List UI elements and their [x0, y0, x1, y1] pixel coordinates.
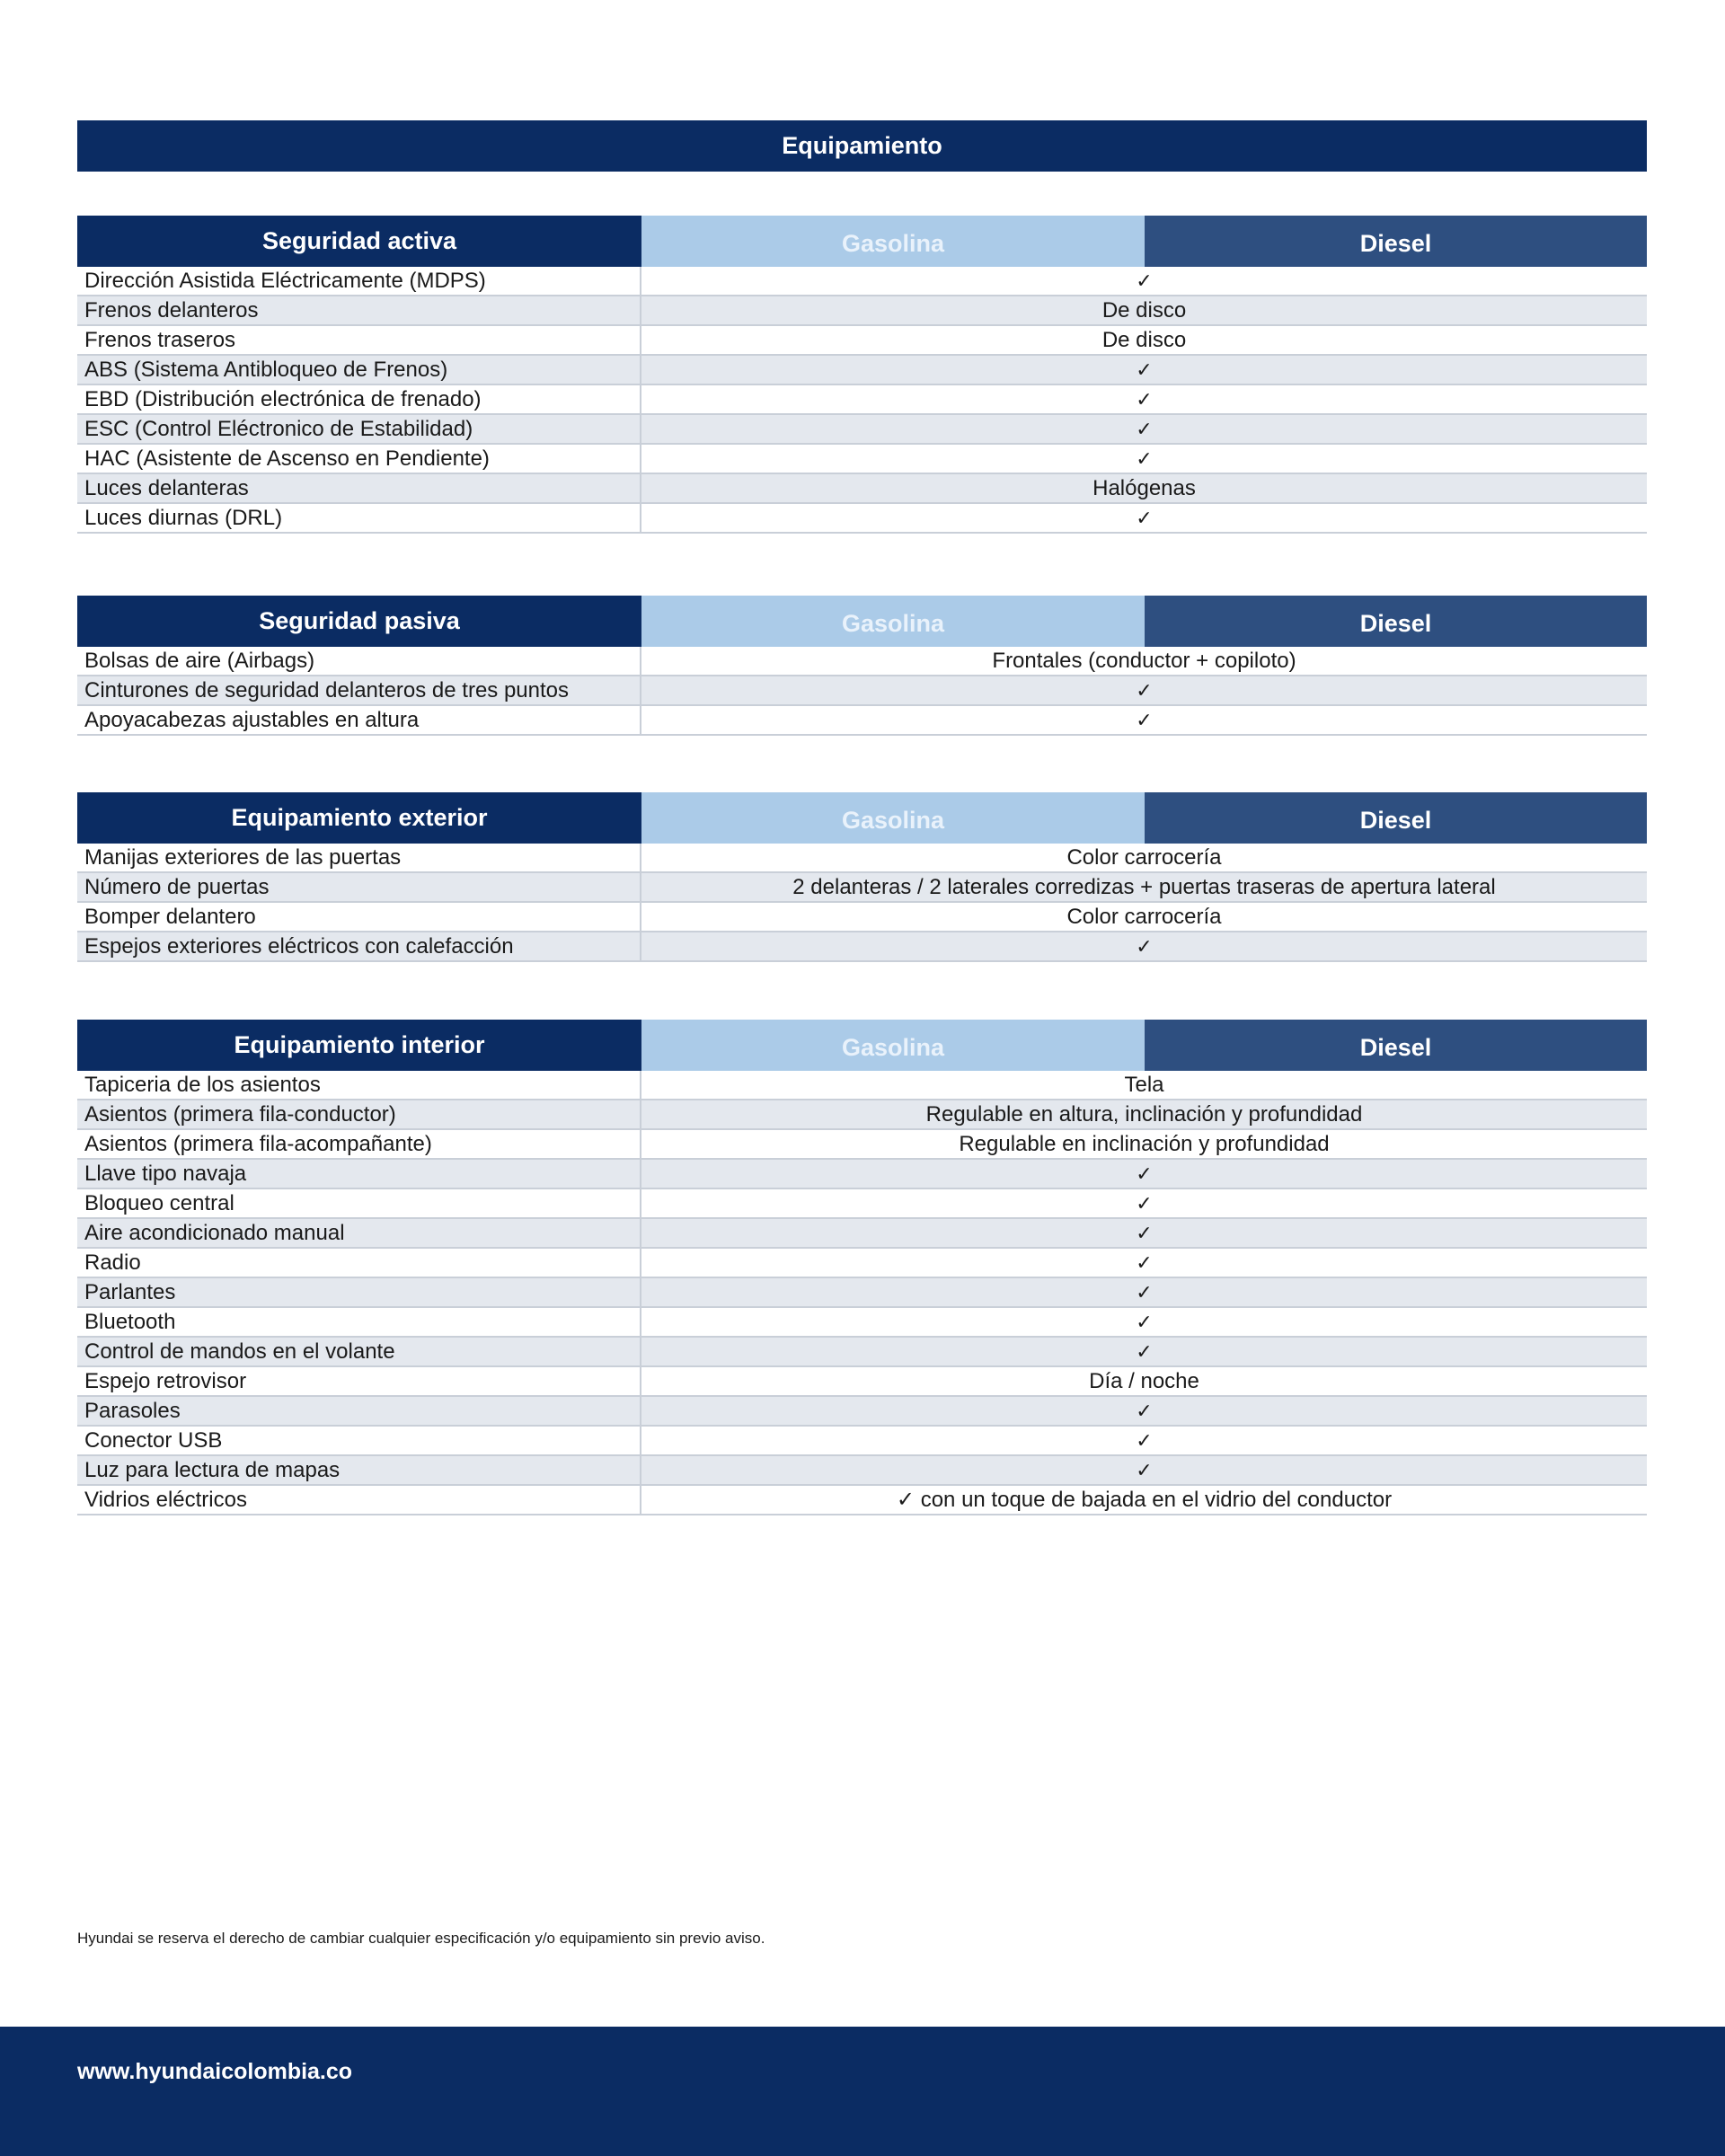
- row-label: Parlantes: [77, 1278, 641, 1306]
- row-label: Bomper delantero: [77, 903, 641, 931]
- row-label: EBD (Distribución electrónica de frenado): [77, 385, 641, 413]
- row-value: Regulable en altura, inclinación y profundidad: [925, 1101, 1363, 1127]
- check-icon: ✓: [1136, 1339, 1153, 1363]
- table-row: [77, 932, 1647, 962]
- table-row: [77, 1427, 1647, 1456]
- section-equipamiento-exterior: [77, 792, 1647, 962]
- column-header-diesel: Diesel: [1145, 596, 1647, 647]
- section-header: [77, 792, 1647, 844]
- row-label: Llave tipo navaja: [77, 1160, 641, 1188]
- check-icon: ✓: [1136, 1162, 1153, 1185]
- row-label: Luces diurnas (DRL): [77, 504, 641, 532]
- column-header-gasolina: Gasolina: [641, 596, 1145, 647]
- row-label: Luz para lectura de mapas: [77, 1456, 641, 1484]
- footer-bar: [0, 2027, 1725, 2156]
- row-label: Apoyacabezas ajustables en altura: [77, 706, 641, 734]
- check-icon: ✓: [1136, 1310, 1153, 1333]
- check-icon: ✓: [1136, 269, 1153, 292]
- table-row: [77, 706, 1647, 736]
- row-value: De disco: [1101, 327, 1187, 352]
- section-header: [77, 1020, 1647, 1071]
- check-icon: ✓: [1136, 1221, 1153, 1244]
- row-value: Color carrocería: [1066, 844, 1222, 870]
- table-row: [77, 647, 1647, 676]
- section-title: Seguridad activa: [77, 216, 641, 267]
- table-row: [77, 1278, 1647, 1308]
- row-label: Número de puertas: [77, 873, 641, 901]
- section-rows: [77, 267, 1647, 534]
- section-rows: [77, 1071, 1647, 1515]
- row-label: Espejo retrovisor: [77, 1367, 641, 1395]
- section-seguridad-pasiva: [77, 596, 1647, 736]
- column-header-diesel: Diesel: [1145, 1020, 1647, 1071]
- check-icon: ✓: [1136, 506, 1153, 529]
- table-row: [77, 1308, 1647, 1338]
- table-row: [77, 504, 1647, 534]
- table-row: [77, 474, 1647, 504]
- row-label: HAC (Asistente de Ascenso en Pendiente): [77, 445, 641, 473]
- section-header: [77, 216, 1647, 267]
- table-row: [77, 1367, 1647, 1397]
- row-label: Control de mandos en el volante: [77, 1338, 641, 1365]
- column-header-gasolina: Gasolina: [641, 1020, 1145, 1071]
- row-label: Tapiceria de los asientos: [77, 1071, 641, 1099]
- row-label: Dirección Asistida Eléctricamente (MDPS): [77, 267, 641, 295]
- table-row: [77, 1249, 1647, 1278]
- row-value: Día / noche: [1089, 1368, 1199, 1393]
- section-rows: [77, 844, 1647, 962]
- table-row: [77, 296, 1647, 326]
- row-value: Tela: [1124, 1072, 1164, 1097]
- footer-website-link[interactable]: www.hyundaicolombia.co: [77, 2059, 353, 2084]
- check-icon: ✓: [1136, 934, 1153, 958]
- check-icon: ✓: [1136, 1250, 1153, 1274]
- row-label: ABS (Sistema Antibloqueo de Frenos): [77, 356, 641, 384]
- table-row: [77, 1456, 1647, 1486]
- section-title: Equipamiento exterior: [77, 792, 641, 844]
- table-row: [77, 356, 1647, 385]
- section-rows: [77, 647, 1647, 736]
- row-value: De disco: [1101, 297, 1187, 323]
- row-label: Frenos delanteros: [77, 296, 641, 324]
- row-label: Parasoles: [77, 1397, 641, 1425]
- row-value: Color carrocería: [1066, 904, 1222, 929]
- row-label: Radio: [77, 1249, 641, 1277]
- table-row: [77, 1130, 1647, 1160]
- check-icon: ✓: [1136, 387, 1153, 411]
- row-label: Bolsas de aire (Airbags): [77, 647, 641, 675]
- check-icon: ✓: [1136, 708, 1153, 731]
- row-label: Asientos (primera fila-conductor): [77, 1100, 641, 1128]
- table-row: [77, 415, 1647, 445]
- row-label: Cinturones de seguridad delanteros de tres puntos: [77, 676, 641, 704]
- table-row: [77, 903, 1647, 932]
- row-label: Luces delanteras: [77, 474, 641, 502]
- table-row: [77, 445, 1647, 474]
- row-label: Asientos (primera fila-acompañante): [77, 1130, 641, 1158]
- row-value: Regulable en inclinación y profundidad: [959, 1131, 1330, 1156]
- check-icon: ✓: [1136, 1191, 1153, 1215]
- row-label: Manijas exteriores de las puertas: [77, 844, 641, 871]
- row-label: Espejos exteriores eléctricos con calefacción: [77, 932, 641, 960]
- table-row: [77, 1219, 1647, 1249]
- table-row: [77, 267, 1647, 296]
- row-label: Frenos traseros: [77, 326, 641, 354]
- table-row: [77, 1338, 1647, 1367]
- table-row: [77, 1486, 1647, 1515]
- column-header-gasolina: Gasolina: [641, 792, 1145, 844]
- column-header-gasolina: Gasolina: [641, 216, 1145, 267]
- page-title: Equipamiento: [77, 120, 1647, 172]
- table-row: [77, 676, 1647, 706]
- check-icon: ✓: [1136, 446, 1153, 470]
- table-row: [77, 873, 1647, 903]
- check-icon: ✓: [1136, 1399, 1153, 1422]
- check-icon: ✓: [1136, 1280, 1153, 1303]
- section-title: Seguridad pasiva: [77, 596, 641, 647]
- section-seguridad-activa: [77, 216, 1647, 534]
- row-label: Aire acondicionado manual: [77, 1219, 641, 1247]
- table-row: [77, 844, 1647, 873]
- table-row: [77, 1397, 1647, 1427]
- row-label: ESC (Control Eléctronico de Estabilidad): [77, 415, 641, 443]
- table-row: [77, 385, 1647, 415]
- row-label: Conector USB: [77, 1427, 641, 1454]
- row-value: 2 delanteras / 2 laterales corredizas + puertas traseras de apertura lateral: [792, 874, 1496, 899]
- table-row: [77, 326, 1647, 356]
- check-icon: ✓: [1136, 1428, 1153, 1452]
- row-value: Halógenas: [1092, 475, 1196, 500]
- row-label: Vidrios eléctricos: [77, 1486, 641, 1514]
- column-header-diesel: Diesel: [1145, 792, 1647, 844]
- check-icon: ✓: [1136, 1458, 1153, 1481]
- check-icon: ✓: [1136, 417, 1153, 440]
- table-row: [77, 1160, 1647, 1189]
- row-value: ✓ con un toque de bajada en el vidrio del conductor: [896, 1488, 1393, 1512]
- row-value: Frontales (conductor + copiloto): [992, 648, 1296, 673]
- check-icon: ✓: [1136, 358, 1153, 381]
- row-label: Bloqueo central: [77, 1189, 641, 1217]
- column-header-diesel: Diesel: [1145, 216, 1647, 267]
- check-icon: ✓: [1136, 678, 1153, 702]
- disclaimer-text: Hyundai se reserva el derecho de cambiar cualquier especificación y/o equipamiento sin previo aviso.: [77, 1930, 765, 1947]
- section-title: Equipamiento interior: [77, 1020, 641, 1071]
- table-row: [77, 1100, 1647, 1130]
- row-label: Bluetooth: [77, 1308, 641, 1336]
- section-equipamiento-interior: [77, 1020, 1647, 1515]
- table-row: [77, 1071, 1647, 1100]
- table-row: [77, 1189, 1647, 1219]
- section-header: [77, 596, 1647, 647]
